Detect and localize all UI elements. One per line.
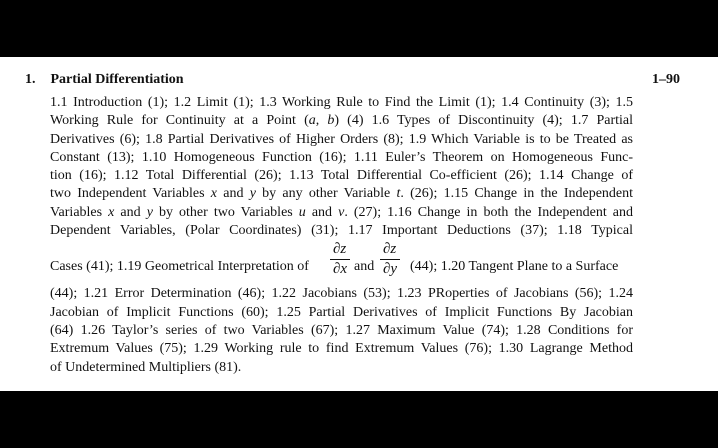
document-page [0, 57, 718, 391]
chapter-heading [25, 72, 680, 88]
contents-line: Constant (13); 1.10 Homogeneous Function (16); 1.11 Euler’s Theorem on Homogeneous Func- [50, 149, 633, 165]
contents-line: (44); 1.21 Error Determination (46); 1.22 Jacobians (53); 1.23 PRoperties of Jacobians (56); 1.24 [50, 286, 633, 302]
contents-line: two Independent Variables x and y by any other Variable t. (26); 1.15 Change in the Independent [50, 186, 634, 202]
fraction-line-and: and [354, 259, 375, 275]
contents-body [50, 94, 633, 377]
chapter-page-range: 1–90 [652, 72, 680, 87]
chapter-number: 1. [25, 72, 36, 87]
contents-line: Derivatives (6); 1.8 Partial Derivatives of Higher Orders (8); 1.9 Which Variable is to be Treated as [50, 131, 633, 147]
fraction-line-suffix: (44); 1.20 Tangent Plane to a Surface [410, 259, 619, 275]
fraction-line [50, 240, 633, 285]
contents-line: tion (16); 1.12 Total Differential (26); 1.13 Total Differential Co-efficient (26); 1.14 Change of [50, 168, 633, 184]
fraction-line-prefix: Cases (41); 1.19 Geometrical Interpretation of [50, 259, 309, 275]
fraction-numerator: ∂z [383, 241, 397, 258]
fraction-denominator: ∂x [333, 261, 348, 278]
fraction-denominator: ∂y [383, 261, 398, 278]
chapter-title: Partial Differentiation [50, 72, 184, 87]
contents-line: Working Rule for Continuity at a Point (a, b) (4) 1.6 Types of Discontinuity (4); 1.7 Partial [50, 113, 633, 129]
contents-line: 1.1 Introduction (1); 1.2 Limit (1); 1.3 Working Rule to Find the Limit (1); 1.4 Continuity (3); 1.5 [50, 95, 633, 110]
contents-line: Extremum Values (75); 1.29 Working rule to find Extremum Values (76); 1.30 Lagrange Method [50, 341, 633, 357]
contents-line: Variables x and y by other two Variables u and v. (27); 1.16 Change in both the Independent and [50, 204, 634, 220]
fraction-numerator: ∂z [333, 241, 347, 258]
contents-line: (64) 1.26 Taylor’s series of two Variables (67); 1.27 Maximum Value (74); 1.28 Conditions for [50, 322, 633, 338]
contents-line: of Undetermined Multipliers (81). [50, 359, 242, 375]
partial-z-over-y-fraction [380, 240, 400, 279]
contents-line: Dependent Variables, (Polar Coordinates) (31); 1.17 Important Deductions (37); 1.18 Typical [50, 223, 633, 239]
partial-z-over-x-fraction [330, 240, 350, 279]
contents-line: Jacobian of Implicit Functions (60); 1.25 Partial Derivatives of Implicit Functions By Jacobian [50, 304, 633, 320]
